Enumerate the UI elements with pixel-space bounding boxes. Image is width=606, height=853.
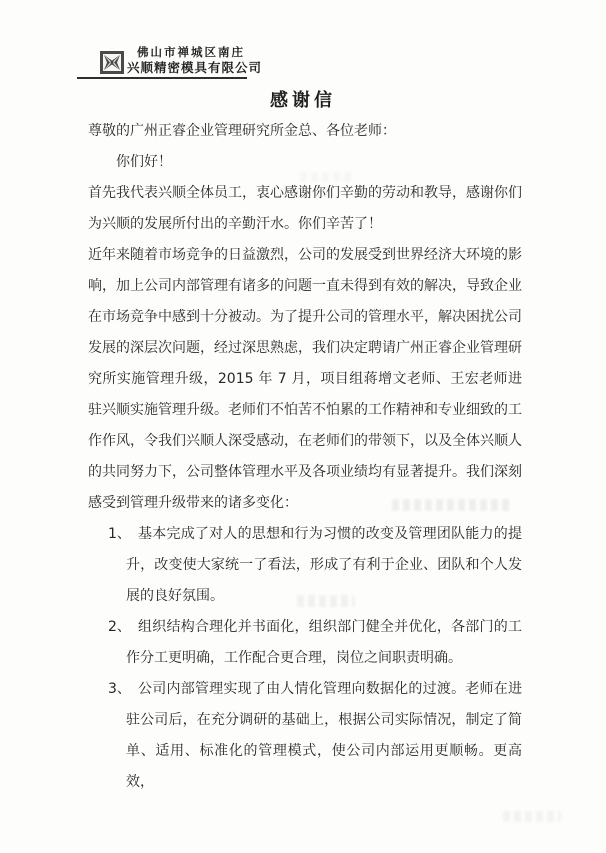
salutation-line: 尊敬的广州正睿企业管理研究所金总、各位老师： xyxy=(88,123,396,139)
paragraph-background: 近年来随着市场竞争的日益激烈，公司的发展受到世界经济大环境的影响，加上公司内部管理有诸多的问题一直未得到有效的解决，导致企业在市场竞争中感到十分被动。为了提升公司的管理水平，解决困扰公司发展的深层次问题，经过深思熟虑，我们决定聘请广州正睿企业管理研究所实施管理升级，2015 年 7 月，项目组蒋增文老师、王宏老师进驻兴顺实施管理升级。老师们不怕苦不怕累的工作精神和专业细致的工作作风，令我们兴顺人深受感动，在老师们的带领下，以及全体兴顺人的共同努力下，公司整体管理水平及各项业绩均有显著提升。我们深刻感受到管理升级带来的诸多变化： xyxy=(88,247,522,511)
list-item-3-number: 3、 xyxy=(108,681,131,697)
list-item-1-number: 1、 xyxy=(108,526,131,542)
company-box-x-logo-icon xyxy=(99,50,125,75)
letterhead xyxy=(0,0,606,84)
letter-title: 感谢信 xyxy=(270,90,336,111)
paragraph-thanks: 首先我代表兴顺全体员工，衷心感谢你们辛勤的劳动和教导，感谢你们为兴顺的发展所付出的辛勤汗水。你们辛苦了！ xyxy=(88,185,522,232)
scan-artifact xyxy=(503,811,561,822)
list-item-2-text: 组织结构合理化并书面化，组织部门健全并优化，各部门的工作分工更明确，工作配合更合理，岗位之间职责明确。 xyxy=(126,619,522,666)
scan-artifact xyxy=(392,499,510,511)
scan-artifact xyxy=(300,172,352,182)
company-name-line: 兴顺精密模具有限公司 xyxy=(127,60,263,75)
list-item-3 xyxy=(88,674,522,798)
letter-body xyxy=(88,116,522,798)
company-district-line: 佛山市禅城区南庄 xyxy=(137,45,245,59)
letterhead-rule xyxy=(77,77,247,79)
scan-artifact xyxy=(297,595,355,607)
list-item-2 xyxy=(88,612,522,674)
list-item-3-text: 公司内部管理实现了由人情化管理向数据化的过渡。老师在进驻公司后，在充分调研的基础上，根据公司实际情况，制定了简单、适用、标准化的管理模式，使公司内部运用更顺畅。更高效， xyxy=(126,681,522,790)
list-item-2-number: 2、 xyxy=(108,619,131,635)
greeting-line: 你们好！ xyxy=(116,154,172,170)
company-name-block xyxy=(127,45,262,75)
list-item-1-text: 基本完成了对人的思想和行为习惯的改变及管理团队能力的提升，改变使大家统一了看法，形成了有利于企业、团队和个人发展的良好氛围。 xyxy=(126,526,522,604)
